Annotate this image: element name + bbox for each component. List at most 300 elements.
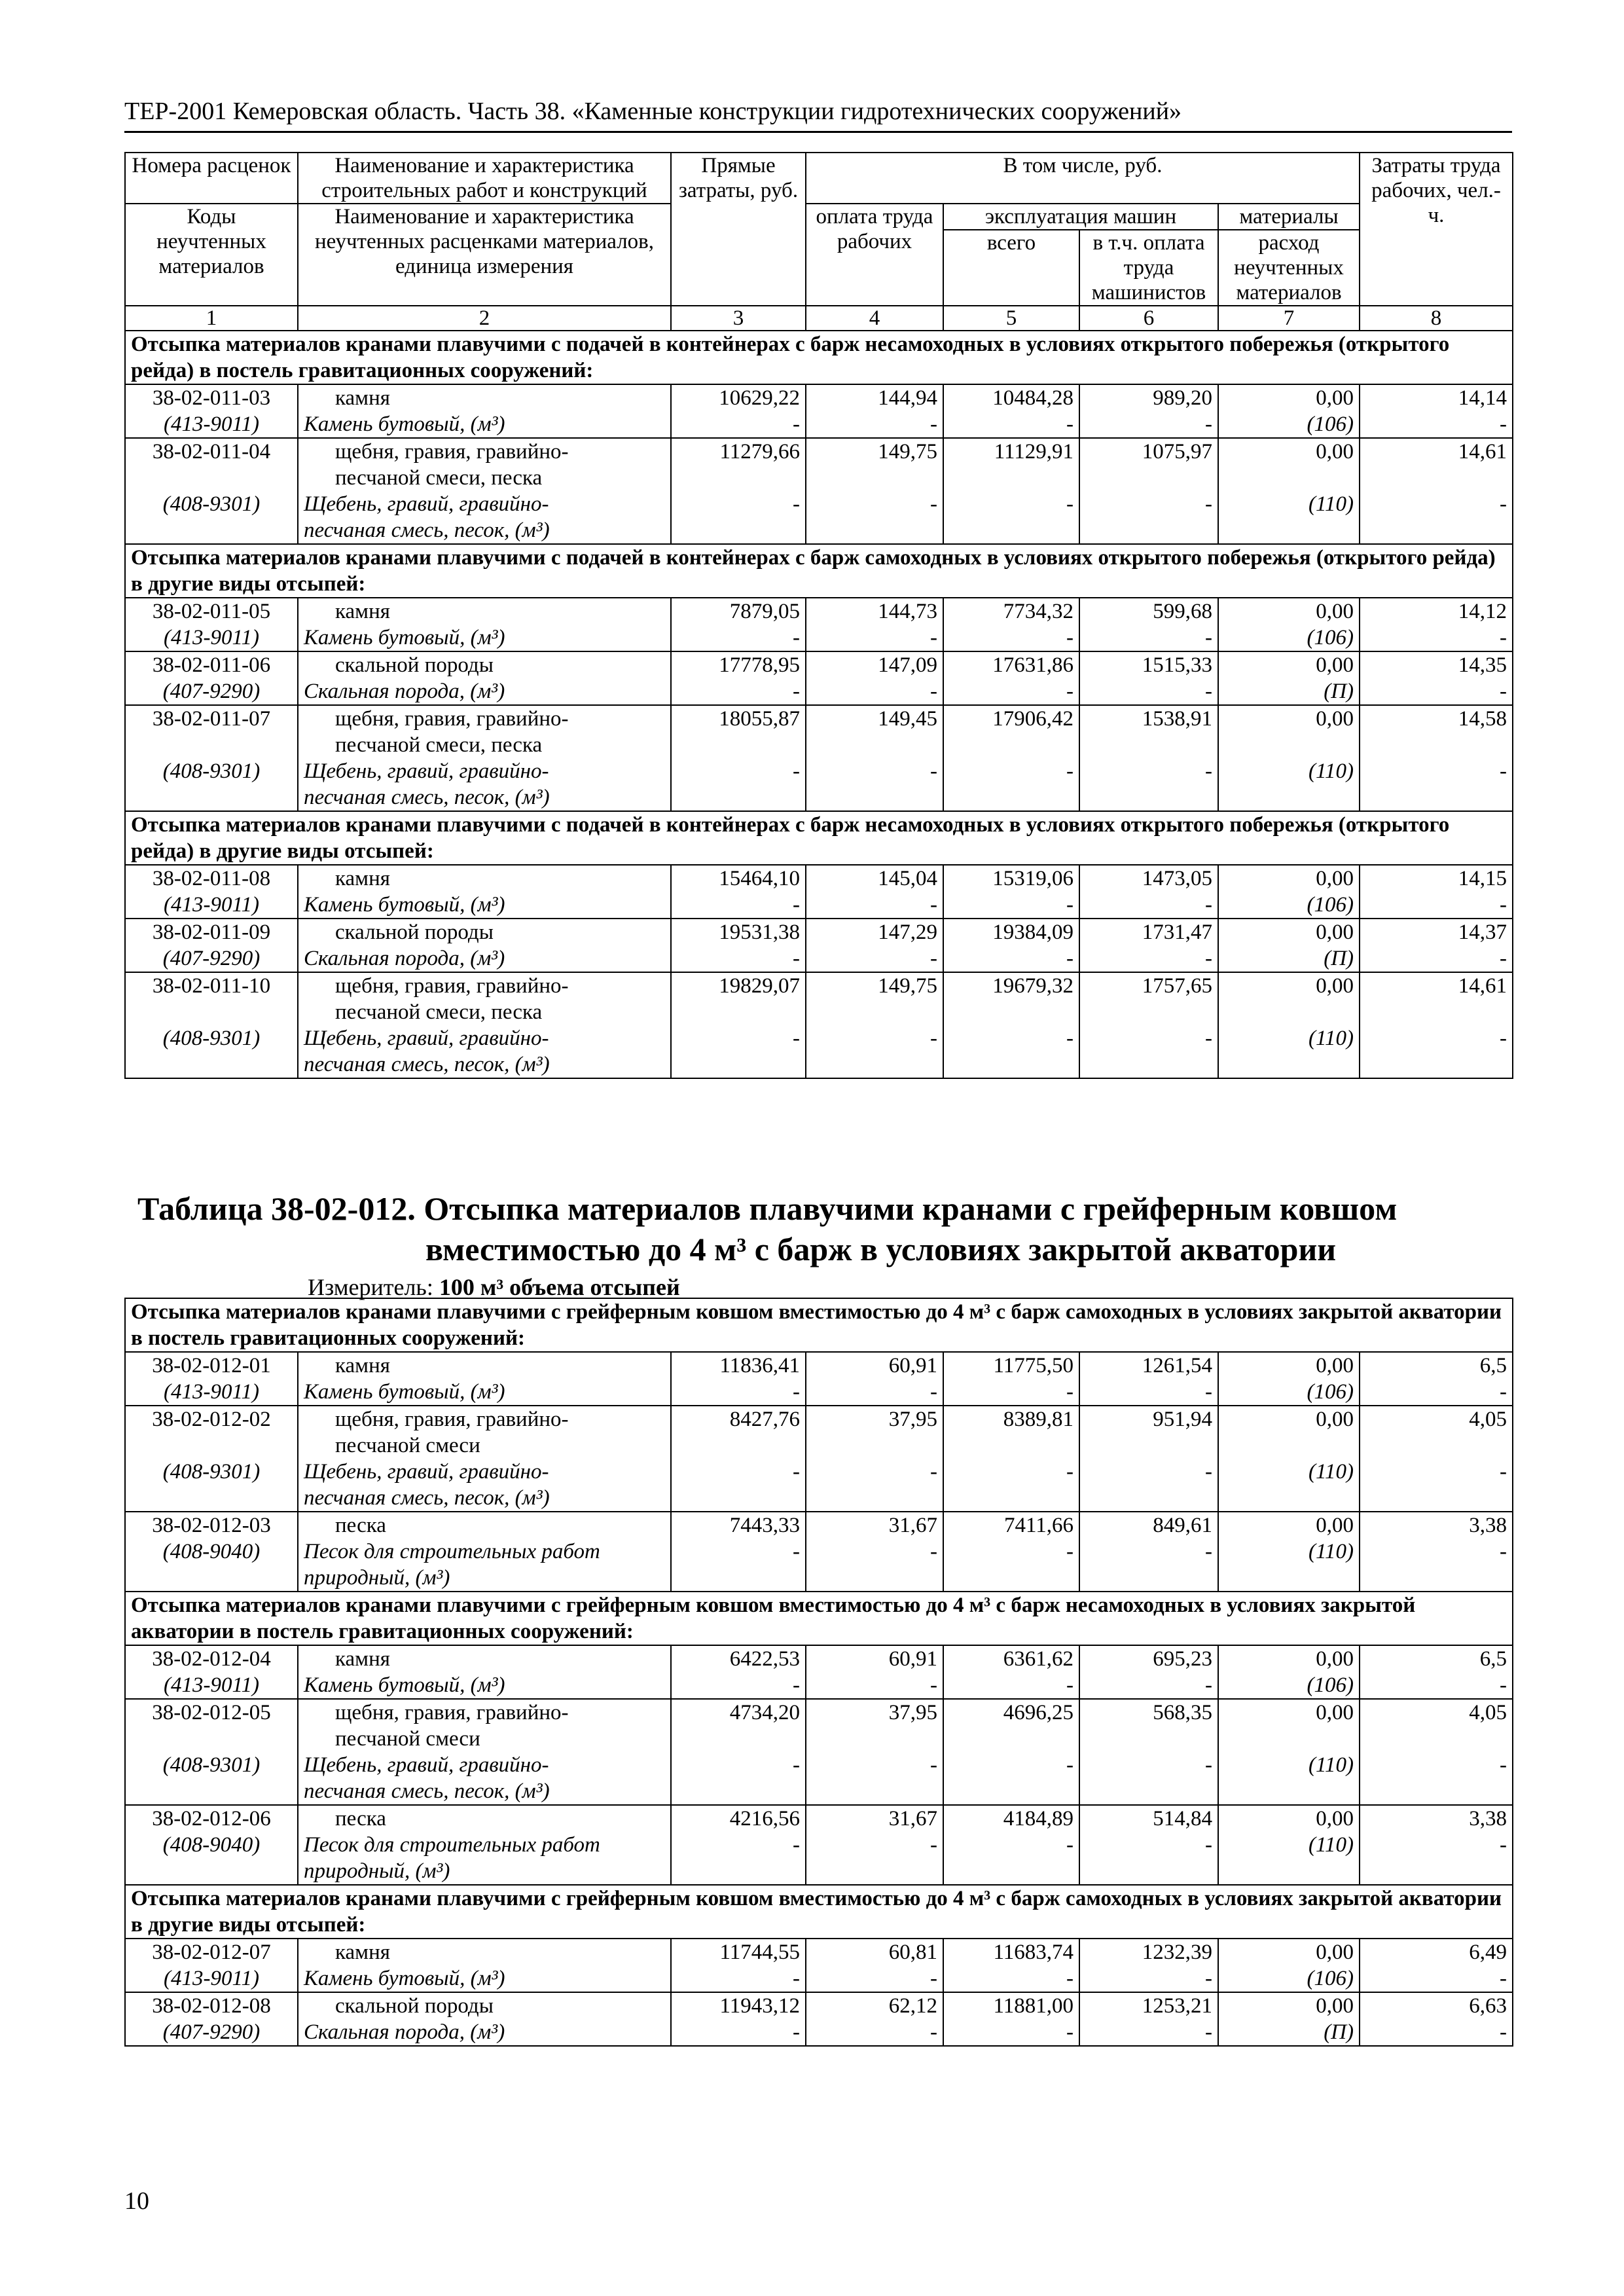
dash: -	[930, 1540, 937, 1563]
value-cell	[943, 865, 1079, 919]
spacer	[1224, 1726, 1354, 1752]
value: 15464,10	[719, 867, 800, 890]
work-name-cell	[298, 1699, 671, 1805]
dash: -	[1205, 1380, 1212, 1404]
dash: -	[1066, 412, 1074, 436]
dash: -	[1500, 492, 1507, 516]
material-consumption: (106)	[1307, 412, 1354, 436]
value: 7734,32	[1003, 600, 1074, 623]
value: 144,73	[878, 600, 937, 623]
table-row	[125, 1512, 1513, 1592]
table-row	[125, 865, 1513, 919]
material-consumption: (110)	[1308, 1540, 1354, 1563]
rate-code-cell	[125, 384, 298, 438]
dash: -	[1500, 680, 1507, 703]
dash: -	[1205, 1833, 1212, 1857]
value: 8389,81	[1003, 1408, 1074, 1431]
value: 60,81	[888, 1941, 937, 1964]
material-name: Камень бутовый, (м³)	[304, 1967, 505, 1990]
value-cell	[806, 1805, 943, 1885]
material-name: Скальная порода, (м³)	[304, 2020, 505, 2044]
dash: -	[1066, 680, 1074, 703]
value: 695,23	[1153, 1647, 1212, 1671]
value-cell	[943, 705, 1079, 811]
value-cell	[806, 1512, 943, 1592]
value-cell	[671, 598, 806, 651]
value: 10484,28	[992, 386, 1074, 410]
spacer	[677, 1726, 800, 1752]
value: 14,12	[1458, 600, 1507, 623]
value: 0,00	[1316, 1701, 1354, 1724]
spacer	[812, 1432, 937, 1459]
dash: -	[1066, 1673, 1074, 1697]
value-cell	[806, 865, 943, 919]
material-name: песчаная смесь, песок, (м³)	[304, 786, 550, 809]
spacer	[1085, 1726, 1212, 1752]
material-name: Камень бутовый, (м³)	[304, 893, 505, 917]
work-name: скальной породы	[335, 1994, 494, 2018]
value: 951,94	[1153, 1408, 1212, 1431]
material-code: (408-9301)	[162, 492, 261, 516]
spacer	[812, 999, 937, 1025]
value: 0,00	[1316, 1994, 1354, 2018]
value: 11775,50	[993, 1354, 1074, 1377]
value: 11129,91	[994, 440, 1074, 464]
dash: -	[793, 492, 800, 516]
value-cell	[806, 598, 943, 651]
value-cell	[943, 1512, 1079, 1592]
col-machines: эксплуатация машин	[943, 204, 1218, 230]
value: 0,00	[1316, 386, 1354, 410]
value: 147,09	[878, 653, 937, 677]
value-cell	[671, 1805, 806, 1885]
value: 0,00	[1316, 707, 1354, 731]
dash: -	[793, 680, 800, 703]
value: 1075,97	[1142, 440, 1212, 464]
material-consumption: (110)	[1308, 1027, 1354, 1050]
section-row	[125, 811, 1513, 865]
value-cell	[806, 919, 943, 972]
value-cell	[1079, 438, 1218, 544]
value-cell	[1079, 384, 1218, 438]
value-cell	[1360, 1645, 1513, 1699]
col-direct-costs: Прямые затраты, руб.	[671, 153, 806, 306]
dash: -	[1205, 492, 1212, 516]
value: 60,91	[888, 1354, 937, 1377]
value-cell	[1218, 1805, 1360, 1885]
col-material-consumption: расход неучтенных материалов	[1218, 230, 1360, 306]
value-cell	[1360, 384, 1513, 438]
value: 0,00	[1316, 1807, 1354, 1831]
value: 989,20	[1153, 386, 1212, 410]
dash: -	[930, 412, 937, 436]
work-name-cell	[298, 1352, 671, 1406]
work-name: щебня, гравия, гравийно-	[335, 1408, 569, 1431]
value: 4,05	[1469, 1701, 1507, 1724]
dash: -	[930, 492, 937, 516]
work-name-cell	[298, 865, 671, 919]
dash: -	[1066, 1380, 1074, 1404]
material-code: (407-9290)	[162, 947, 261, 970]
dash: -	[930, 626, 937, 649]
value-cell	[1079, 1805, 1218, 1885]
material-name: Камень бутовый, (м³)	[304, 626, 505, 649]
value-cell	[1218, 705, 1360, 811]
rate-code-cell	[125, 1645, 298, 1699]
work-name-cell	[298, 972, 671, 1078]
value-cell	[1360, 1992, 1513, 2046]
value: 1253,21	[1142, 1994, 1212, 2018]
value: 11744,55	[719, 1941, 800, 1964]
dash: -	[1500, 1967, 1507, 1990]
value-cell	[943, 438, 1079, 544]
value-cell	[1360, 651, 1513, 705]
spacer	[949, 732, 1074, 758]
material-name: Камень бутовый, (м³)	[304, 412, 505, 436]
dash: -	[793, 1833, 800, 1857]
spacer	[949, 999, 1074, 1025]
work-name: песка	[335, 1514, 386, 1537]
value-cell	[1218, 1512, 1360, 1592]
spacer	[1085, 732, 1212, 758]
dash: -	[1205, 947, 1212, 970]
dash: -	[1500, 1380, 1507, 1404]
dash: -	[793, 1460, 800, 1484]
material-consumption: (110)	[1308, 759, 1354, 783]
table-row	[125, 438, 1513, 544]
value-cell	[943, 651, 1079, 705]
section-title: Отсыпка материалов кранами плавучими с подачей в контейнерах с барж несамоходных в условиях открытого побережья (открытого рейда) в постель гравитационных сооружений:	[125, 331, 1513, 384]
value: 1538,91	[1142, 707, 1212, 731]
value-cell	[671, 1939, 806, 1992]
material-consumption: (106)	[1307, 1380, 1354, 1404]
dash: -	[1500, 1460, 1507, 1484]
col-number: 3	[671, 306, 806, 331]
measure-value: 100 м³ объема отсыпей	[439, 1274, 680, 1300]
dash: -	[1066, 1027, 1074, 1050]
dash: -	[930, 1753, 937, 1777]
dash: -	[793, 947, 800, 970]
value: 14,14	[1458, 386, 1507, 410]
material-name: песчаная смесь, песок, (м³)	[304, 519, 550, 542]
rates-table-38-02-012	[124, 1298, 1513, 2047]
value-cell	[943, 1805, 1079, 1885]
value-cell	[1360, 438, 1513, 544]
material-name: Песок для строительных работ	[304, 1833, 600, 1857]
material-code: (413-9011)	[163, 893, 260, 917]
value-cell	[943, 1406, 1079, 1512]
spacer	[1365, 1432, 1507, 1459]
page-number: 10	[124, 2187, 149, 2215]
dash: -	[1066, 947, 1074, 970]
dash: -	[1205, 626, 1212, 649]
material-name: Щебень, гравий, гравийно-	[304, 1753, 549, 1777]
value: 19829,07	[719, 974, 800, 998]
value-cell	[1079, 1699, 1218, 1805]
spacer	[812, 465, 937, 491]
value-cell	[671, 1992, 806, 2046]
dash: -	[930, 680, 937, 703]
value-cell	[1360, 919, 1513, 972]
spacer	[949, 1432, 1074, 1459]
material-code: (408-9301)	[162, 1027, 261, 1050]
value-cell	[1360, 1352, 1513, 1406]
work-name: щебня, гравия, гравийно-	[335, 1701, 569, 1724]
value-cell	[1079, 1939, 1218, 1992]
value-cell	[1079, 1645, 1218, 1699]
dash: -	[1205, 1673, 1212, 1697]
spacer	[1085, 465, 1212, 491]
value: 149,75	[878, 440, 937, 464]
value: 3,38	[1469, 1807, 1507, 1831]
value-cell	[943, 972, 1079, 1078]
value: 37,95	[888, 1701, 937, 1724]
value-cell	[671, 972, 806, 1078]
material-name: Песок для строительных работ	[304, 1540, 600, 1563]
value-cell	[806, 1992, 943, 2046]
value-cell	[1218, 651, 1360, 705]
value-cell	[1079, 1406, 1218, 1512]
work-name: песчаной смеси, песка	[335, 1000, 543, 1024]
spacer	[1224, 1432, 1354, 1459]
value: 14,37	[1458, 920, 1507, 944]
dash: -	[1066, 1833, 1074, 1857]
value: 4216,56	[729, 1807, 800, 1831]
work-name-cell	[298, 1645, 671, 1699]
value-cell	[671, 1352, 806, 1406]
col-including: В том числе, руб.	[806, 153, 1360, 204]
work-name: щебня, гравия, гравийно-	[335, 707, 569, 731]
table-title	[137, 1188, 1506, 1269]
dash: -	[930, 1833, 937, 1857]
rate-code-cell	[125, 972, 298, 1078]
value-cell	[943, 1645, 1079, 1699]
spacer	[131, 1432, 292, 1459]
value: 31,67	[888, 1807, 937, 1831]
rate-code-cell	[125, 1939, 298, 1992]
material-consumption: (106)	[1307, 626, 1354, 649]
spacer	[1085, 1432, 1212, 1459]
rate-code: 38-02-012-06	[152, 1807, 271, 1831]
rate-code: 38-02-012-05	[152, 1701, 271, 1724]
value-cell	[1218, 598, 1360, 651]
value-cell	[671, 1699, 806, 1805]
rate-code-cell	[125, 1805, 298, 1885]
dash: -	[793, 759, 800, 783]
value-cell	[1079, 919, 1218, 972]
spacer	[812, 732, 937, 758]
rate-code: 38-02-011-10	[152, 974, 271, 998]
value: 0,00	[1316, 440, 1354, 464]
table-row	[125, 919, 1513, 972]
spacer	[677, 999, 800, 1025]
col-labour-costs: Затраты труда рабочих, чел.-ч.	[1360, 153, 1513, 306]
dash: -	[1066, 626, 1074, 649]
value-cell	[1218, 1939, 1360, 1992]
material-name: природный, (м³)	[304, 1566, 450, 1590]
material-consumption: (П)	[1324, 680, 1354, 703]
section-row	[125, 331, 1513, 384]
value: 0,00	[1316, 653, 1354, 677]
table-row	[125, 1992, 1513, 2046]
work-name: камня	[335, 600, 390, 623]
spacer	[677, 732, 800, 758]
dash: -	[793, 2020, 800, 2044]
spacer	[1085, 999, 1212, 1025]
dash: -	[1205, 680, 1212, 703]
value-cell	[943, 919, 1079, 972]
value-cell	[671, 1512, 806, 1592]
dash: -	[793, 1027, 800, 1050]
dash: -	[1066, 759, 1074, 783]
value: 4,05	[1469, 1408, 1507, 1431]
work-name-cell	[298, 651, 671, 705]
section-title: Отсыпка материалов кранами плавучими с подачей в контейнерах с барж несамоходных в условиях открытого побережья (открытого рейда) в другие виды отсыпей:	[125, 811, 1513, 865]
value: 7443,33	[729, 1514, 800, 1537]
work-name: скальной породы	[335, 653, 494, 677]
rate-code-cell	[125, 598, 298, 651]
spacer	[812, 1726, 937, 1752]
dash: -	[1066, 1540, 1074, 1563]
col-number: 8	[1360, 306, 1513, 331]
page-header: ТЕР-2001 Кемеровская область. Часть 38. «Каменные конструкции гидротехнических сооружений»	[124, 98, 1182, 125]
table-row	[125, 1939, 1513, 1992]
value-cell	[671, 1406, 806, 1512]
value: 62,12	[888, 1994, 937, 2018]
value-cell	[943, 1352, 1079, 1406]
value-cell	[1218, 384, 1360, 438]
value: 6361,62	[1003, 1647, 1074, 1671]
material-name: Скальная порода, (м³)	[304, 947, 505, 970]
col-work-name: Наименование и характеристика строительных работ и конструкций	[298, 153, 671, 204]
spacer	[1365, 1726, 1507, 1752]
measure-label: Измеритель:	[308, 1274, 433, 1300]
material-consumption: (110)	[1308, 1753, 1354, 1777]
dash: -	[1500, 893, 1507, 917]
value: 568,35	[1153, 1701, 1212, 1724]
col-materials: материалы	[1218, 204, 1360, 230]
value-cell	[1360, 705, 1513, 811]
table-row	[125, 598, 1513, 651]
value: 14,15	[1458, 867, 1507, 890]
section-row	[125, 1298, 1513, 1352]
value-cell	[1079, 972, 1218, 1078]
col-material-name: Наименование и характеристика неучтенных расценками материалов, единица измерения	[298, 204, 671, 306]
value: 4734,20	[729, 1701, 800, 1724]
value: 0,00	[1316, 1514, 1354, 1537]
col-number: 6	[1079, 306, 1218, 331]
dash: -	[1500, 1753, 1507, 1777]
value-cell	[806, 1939, 943, 1992]
rate-code-cell	[125, 1992, 298, 2046]
section-title: Отсыпка материалов кранами плавучими с грейферным ковшом вместимостью до 4 м³ с барж самоходных в условиях закрытой акватории в другие виды отсыпей:	[125, 1885, 1513, 1939]
dash: -	[1500, 1673, 1507, 1697]
value: 0,00	[1316, 1408, 1354, 1431]
dash: -	[793, 1380, 800, 1404]
dash: -	[1500, 1833, 1507, 1857]
value: 31,67	[888, 1514, 937, 1537]
work-name-cell	[298, 598, 671, 651]
value-cell	[943, 1992, 1079, 2046]
value: 6,5	[1479, 1647, 1507, 1671]
rate-code-cell	[125, 438, 298, 544]
value-cell	[1079, 1352, 1218, 1406]
spacer	[131, 999, 292, 1025]
value-cell	[943, 1939, 1079, 1992]
value: 7879,05	[729, 600, 800, 623]
col-number: 4	[806, 306, 943, 331]
value-cell	[671, 651, 806, 705]
value: 11683,74	[993, 1941, 1074, 1964]
dash: -	[1205, 412, 1212, 436]
material-code: (413-9011)	[163, 412, 260, 436]
value: 17631,86	[992, 653, 1074, 677]
value: 849,61	[1153, 1514, 1212, 1537]
value: 1515,33	[1142, 653, 1212, 677]
table-title-line1: Таблица 38-02-012. Отсыпка материалов плавучими кранами с грейферным ковшом	[137, 1190, 1398, 1227]
material-name: Камень бутовый, (м³)	[304, 1380, 505, 1404]
rate-code-cell	[125, 919, 298, 972]
spacer	[131, 465, 292, 491]
dash: -	[1205, 1753, 1212, 1777]
value: 11943,12	[719, 1994, 800, 2018]
value-cell	[1079, 705, 1218, 811]
dash: -	[1500, 759, 1507, 783]
value: 19531,38	[719, 920, 800, 944]
rate-code-cell	[125, 1406, 298, 1512]
work-name-cell	[298, 1512, 671, 1592]
dash: -	[930, 1460, 937, 1484]
value: 37,95	[888, 1408, 937, 1431]
header-rule	[124, 131, 1512, 133]
rate-code: 38-02-011-08	[152, 867, 271, 890]
table-row	[125, 1645, 1513, 1699]
value-cell	[1360, 972, 1513, 1078]
value: 15319,06	[992, 867, 1074, 890]
rate-code: 38-02-011-03	[152, 386, 271, 410]
material-consumption: (П)	[1324, 947, 1354, 970]
material-name: Камень бутовый, (м³)	[304, 1673, 505, 1697]
work-name: песчаной смеси	[335, 1434, 480, 1457]
value: 18055,87	[719, 707, 800, 731]
work-name-cell	[298, 1939, 671, 1992]
spacer	[949, 465, 1074, 491]
dash: -	[1066, 893, 1074, 917]
work-name-cell	[298, 1805, 671, 1885]
value: 6,49	[1469, 1941, 1507, 1964]
rate-code: 38-02-011-06	[152, 653, 271, 677]
work-name: камня	[335, 867, 390, 890]
dash: -	[1066, 1460, 1074, 1484]
value: 6,5	[1479, 1354, 1507, 1377]
value: 4184,89	[1003, 1807, 1074, 1831]
value-cell	[806, 705, 943, 811]
value: 10629,22	[719, 386, 800, 410]
dash: -	[1066, 1967, 1074, 1990]
rate-code: 38-02-011-07	[152, 707, 271, 731]
value-cell	[806, 384, 943, 438]
col-number: 5	[943, 306, 1079, 331]
dash: -	[930, 1380, 937, 1404]
value: 60,91	[888, 1647, 937, 1671]
rate-code-cell	[125, 1512, 298, 1592]
value: 7411,66	[1003, 1514, 1074, 1537]
value: 0,00	[1316, 1354, 1354, 1377]
value: 145,04	[878, 867, 937, 890]
value: 599,68	[1153, 600, 1212, 623]
material-name: Щебень, гравий, гравийно-	[304, 1460, 549, 1484]
value-cell	[671, 384, 806, 438]
